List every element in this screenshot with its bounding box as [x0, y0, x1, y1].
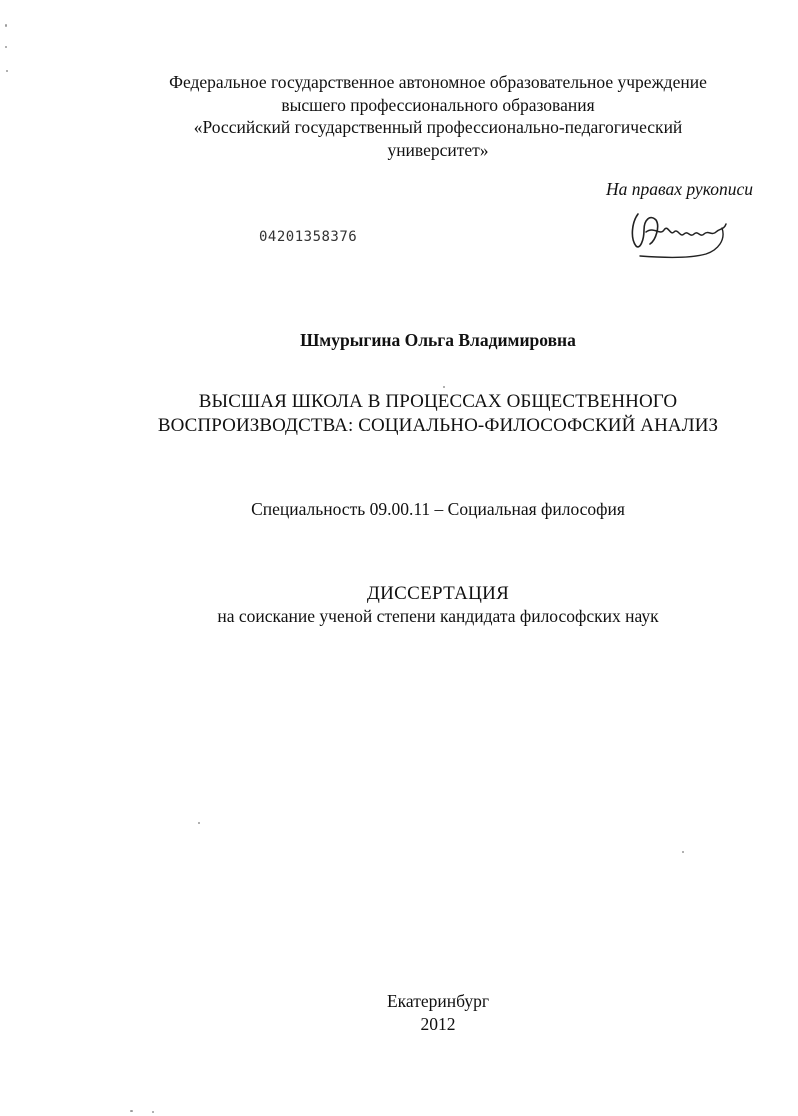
scan-speck: [443, 386, 445, 388]
author-name: Шмурыгина Ольга Владимировна: [300, 330, 576, 350]
year: 2012: [420, 1014, 456, 1034]
title-line-1: ВЫСШАЯ ШКОЛА В ПРОЦЕССАХ ОБЩЕСТВЕННОГО: [198, 391, 678, 412]
scan-speck: [5, 46, 7, 48]
title-line-2: ВОСПРОИЗВОДСТВА: СОЦИАЛЬНО-ФИЛОСОФСКИЙ АНАЛИЗ: [157, 415, 719, 436]
institution-line-3: «Российский государственный профессионально-педагогический: [193, 117, 683, 137]
scan-speck: [152, 1111, 154, 1113]
dissertation-title: [100, 390, 776, 438]
specialty-line: Специальность 09.00.11 – Социальная философия: [251, 499, 625, 519]
degree-purpose: на соискание ученой степени кандидата философских наук: [217, 606, 659, 626]
manuscript-note: На правах рукописи: [606, 179, 753, 199]
document-type: ДИССЕРТАЦИЯ: [366, 583, 510, 604]
institution-line-2: высшего профессионального образования: [281, 94, 595, 115]
archive-number: 04201358376: [259, 229, 358, 245]
institution-line-1: Федеральное государственное автономное образовательное учреждение: [169, 72, 707, 92]
institution-header: [100, 71, 776, 161]
institution-line-4: университет»: [387, 139, 489, 160]
degree-block: [100, 583, 776, 627]
scan-speck: [198, 822, 200, 824]
scan-speck: [5, 24, 7, 27]
scan-speck: [682, 851, 684, 853]
handwritten-signature: [626, 206, 736, 262]
scan-speck: [130, 1110, 133, 1112]
city: Екатеринбург: [386, 991, 490, 1011]
scan-speck: [6, 70, 8, 72]
footer-block: [100, 990, 776, 1036]
